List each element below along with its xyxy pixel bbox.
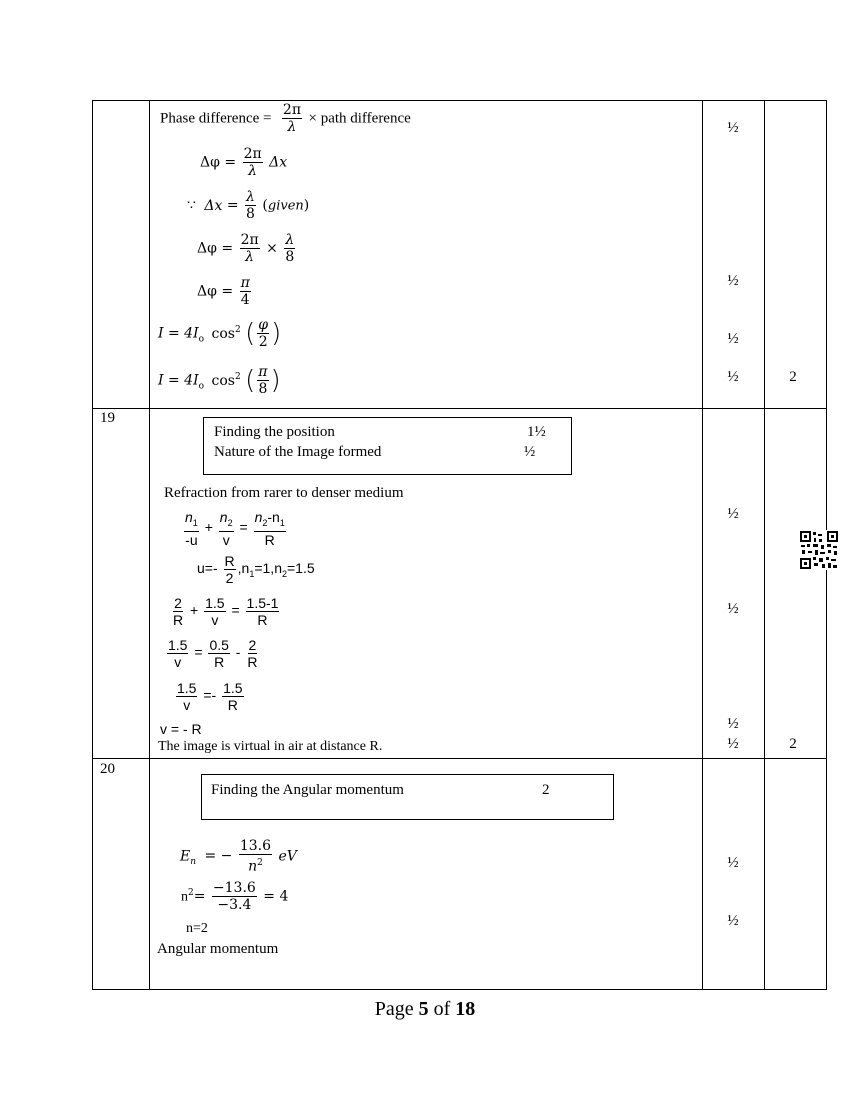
q18-delta-phi-result: Δφ = $\frac{\pi}{4}$ xyxy=(197,275,250,308)
box-label: Finding the Angular momentum xyxy=(211,782,404,798)
q19-rearranged: $\frac{1.5}{v}$ = $\frac{0.5}{R}$ - $\frac{2}{R}$ xyxy=(168,637,258,670)
q18-delta-phi-line1: Δφ = $\frac{2\pi}{\lambda}$ Δx xyxy=(200,146,288,179)
question-number: 20 xyxy=(100,761,115,777)
table-bottom-border xyxy=(92,989,827,990)
q19-simplified: $\frac{1.5}{v}$ =- $\frac{1.5}{R}$ xyxy=(177,680,243,713)
q19-mark: ½ xyxy=(727,716,739,732)
fraction: $\frac{\varphi}{2}$ xyxy=(258,317,269,350)
fraction: $\frac{\lambda}{8}$ xyxy=(246,189,255,222)
box-line2-label: Nature of the Image formed xyxy=(214,444,382,460)
phase-label: Phase difference = xyxy=(160,110,272,127)
q20-mark: ½ xyxy=(727,855,739,871)
fraction: $\frac{1.5}{v}$ xyxy=(205,595,225,628)
q18-phase-formula xyxy=(160,102,411,135)
page-total: 18 xyxy=(455,998,476,1020)
qr-code-icon xyxy=(799,530,839,570)
q19-intro: Refraction from rarer to denser medium xyxy=(164,485,404,501)
q18-total: 2 xyxy=(789,369,797,385)
fraction: $\frac{1.5}{v}$ xyxy=(168,637,188,670)
q18-given-line: ∵ Δx = $\frac{\lambda}{8}$ (given) xyxy=(187,189,310,222)
box-line1-label: Finding the position xyxy=(214,424,335,440)
fraction: $\frac{2\pi}{\lambda}$ xyxy=(282,102,302,135)
times-path: × path difference xyxy=(308,110,411,127)
fraction: $\frac{\lambda}{8}$ xyxy=(285,232,295,265)
q19-v-result: v = - R xyxy=(160,721,202,737)
q19-total: 2 xyxy=(789,736,797,752)
q18-mark: ½ xyxy=(727,273,739,289)
q18-intensity-general: $I = 4I_o$ $\cos^2$ ( $\frac{\varphi}{2}$ ) xyxy=(158,317,282,350)
question-number: 19 xyxy=(100,410,115,426)
box-line2-marks: ½ xyxy=(524,444,536,460)
q19-marking-scheme-box xyxy=(203,417,572,475)
q18-mark: ½ xyxy=(727,369,739,385)
q19-values-line: u=- $\frac{R}{2}$ $,n_1=1,n_2=1.5$ xyxy=(197,553,315,586)
fraction: $\frac{2\pi}{\lambda}$ xyxy=(243,146,262,179)
page-number: 5 xyxy=(418,998,429,1020)
q19-mark: ½ xyxy=(727,736,739,752)
q19-mark: ½ xyxy=(727,506,739,522)
box-marks: 2 xyxy=(542,782,550,798)
q18-mark: ½ xyxy=(727,120,739,136)
fraction: $\frac{1.5-1}{R}$ xyxy=(246,595,279,628)
row-separator-20 xyxy=(92,758,827,759)
fraction: $\frac{2}{R}$ xyxy=(173,595,184,628)
q18-delta-phi-line2: Δφ = $\frac{2\pi}{\lambda}$ × $\frac{\lambda}{8}$ xyxy=(197,232,295,265)
fraction: $\frac{2}{R}$ xyxy=(247,637,258,670)
q20-n-value: n=2 xyxy=(186,921,208,936)
q20-mark: ½ xyxy=(727,913,739,929)
row-separator-19 xyxy=(92,408,827,409)
fraction: $\frac{n_1}{-u}$ xyxy=(185,509,198,548)
fraction: $\frac{1.5}{v}$ xyxy=(177,680,197,713)
fraction: $\frac{R}{2}$ xyxy=(224,553,235,586)
fraction: $\frac{2\pi}{\lambda}$ xyxy=(240,232,259,265)
table-divider-qno xyxy=(149,100,150,990)
q19-mark: ½ xyxy=(727,601,739,617)
box-line1-marks: 1½ xyxy=(527,424,546,440)
table-left-border xyxy=(92,100,93,990)
page-footer: Page 5 of 18 xyxy=(374,998,476,1020)
q19-conclusion: The image is virtual in air at distance R. xyxy=(158,739,383,754)
q18-intensity-result: $I = 4I_o$ $\cos^2$ ( $\frac{\pi}{8}$ ) xyxy=(158,364,281,397)
table-divider-total xyxy=(764,100,765,990)
q20-marking-scheme-box xyxy=(201,774,614,820)
fraction: $\frac{\pi}{8}$ xyxy=(258,364,268,397)
fraction: $\frac{1.5}{R}$ xyxy=(223,680,243,713)
q20-energy-formula: $E_n$ = − $\frac{13.6}{n^2}$ eV xyxy=(180,838,297,875)
q18-mark: ½ xyxy=(727,331,739,347)
fraction: $\frac{13.6}{n^2}$ xyxy=(239,838,272,875)
fraction: $\frac{0.5}{R}$ xyxy=(209,637,229,670)
q20-n-squared: $n^2=$ $\frac{-13.6}{-3.4}$ = 4 xyxy=(181,880,289,913)
q19-refraction-formula: $\frac{n_1}{-u}$ + $\frac{n_2}{v}$ = $\frac{n_2-n_1}{R}$ xyxy=(185,509,285,548)
fraction: $\frac{\pi}{4}$ xyxy=(240,275,250,308)
table-divider-marks xyxy=(702,100,703,990)
q20-angular-momentum: Angular momentum xyxy=(157,941,279,957)
table-top-border xyxy=(92,100,827,101)
fraction: $\frac{n_2-n_1}{R}$ xyxy=(254,509,285,548)
fraction: $\frac{-13.6}{-3.4}$ xyxy=(212,880,256,913)
fraction: $\frac{n_2}{v}$ xyxy=(219,509,233,548)
q19-substitution: $\frac{2}{R}$ + $\frac{1.5}{v}$ = $\frac{1.5-1}{R}$ xyxy=(173,595,279,628)
